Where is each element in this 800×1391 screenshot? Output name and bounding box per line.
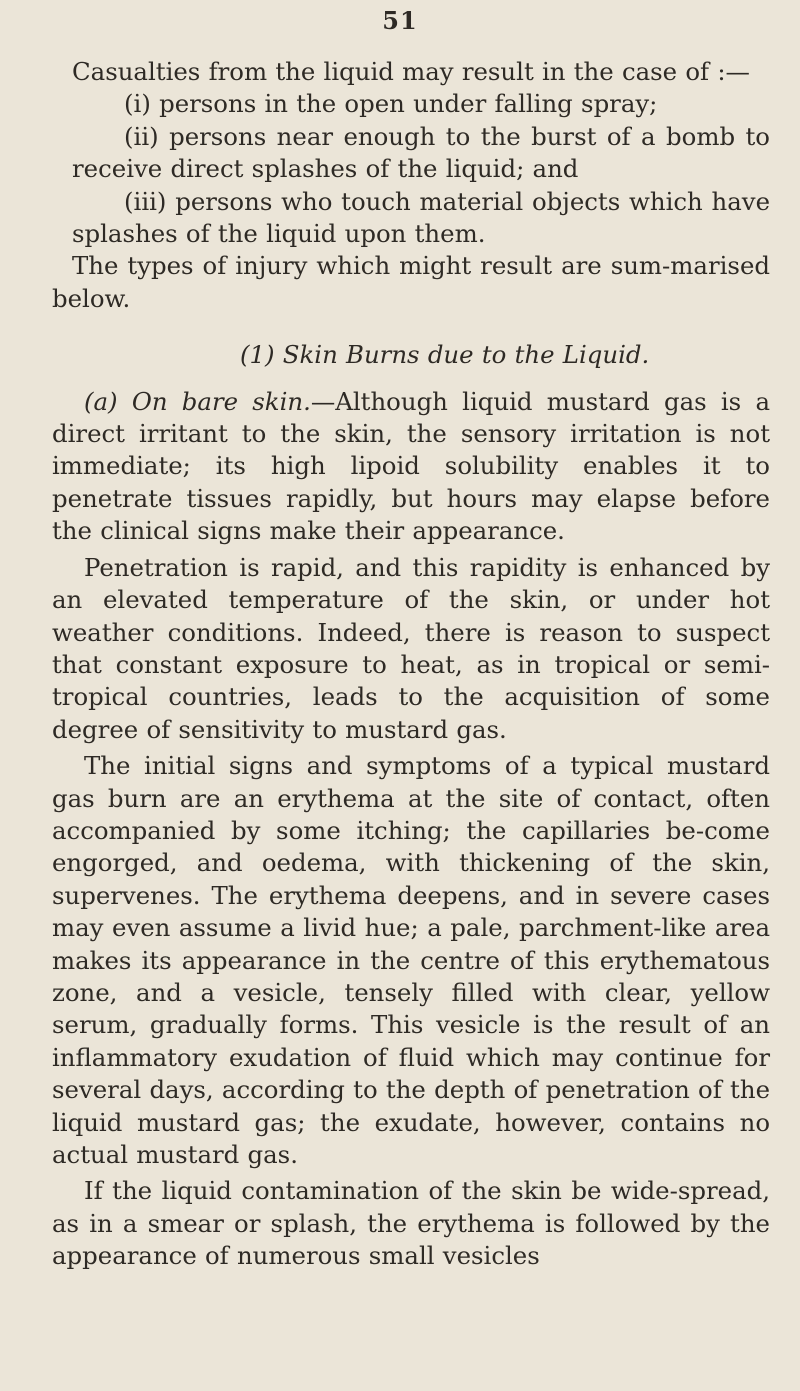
intro-paragraph: Casualties from the liquid may result in the case of :— bbox=[72, 57, 750, 86]
page-number: 51 bbox=[382, 6, 418, 35]
summary-paragraph: The types of injury which might result are sum-marised below. bbox=[52, 251, 770, 313]
paragraph-bare-skin-text: —Although liquid mustard gas is a direct irritant to the skin, the sensory irritation is not immediate; its high lipoid solubility enables it to penetrate tissues rapidly, but hours may elapse before the clinical signs make their appearance. bbox=[52, 386, 770, 546]
paragraph-penetration: Penetration is rapid, and this rapidity is enhanced by an elevated temperature of the skin, or under hot weather conditions. Indeed, there is reason to suspect that constant exposure to heat, as in tropical or semi-tropical countries, leads to the acquisition of some degree of sensitivity to mustard gas. bbox=[52, 552, 770, 744]
case-item-1: (i) persons in the open under falling spray; bbox=[124, 89, 658, 119]
paragraph-widespread: If the liquid contamination of the skin be wide-spread, as in a smear or splash, the erythema is followed by the appearance of numerous small vesicles bbox=[52, 1176, 770, 1271]
section-heading: (1) Skin Burns due to the Liquid. bbox=[240, 340, 650, 370]
case-item-2: (ii) persons near enough to the burst of a bomb to receive direct splashes of the liquid; and bbox=[72, 121, 770, 184]
case-item-3: (iii) persons who touch material objects which have splashes of the liquid upon them. bbox=[72, 186, 770, 249]
subsection-label: (a) On bare skin. bbox=[84, 386, 311, 416]
page-body bbox=[52, 56, 770, 1273]
paragraph-bare-skin bbox=[52, 386, 770, 548]
paragraph-initial-signs: The initial signs and symptoms of a typical mustard gas burn are an erythema at the site of contact, often accompanied by some itching; the capillaries be-come engorged, and oedema, with thickening of the skin, supervenes. The erythema deepens, and in severe cases may even assume a livid hue; a pale, parchment-like area makes its appearance in the centre of this erythematous zone, and a vesicle, tensely filled with clear, yellow serum, gradually forms. This vesicle is the result of an inflammatory exudation of fluid which may continue for several days, according to the depth of penetration of the liquid mustard gas; the exudate, however, contains no actual mustard gas. bbox=[52, 751, 770, 1169]
